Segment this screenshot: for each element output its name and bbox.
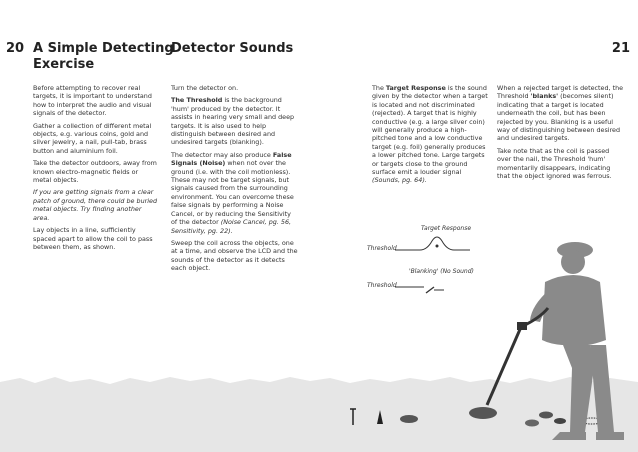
bold-term: 'blanks' xyxy=(530,92,559,101)
bold-term: False Signals (Noise) xyxy=(171,150,292,168)
title-line-1: A Simple Detecting xyxy=(33,41,174,56)
shoe xyxy=(596,432,624,440)
paragraph: Before attempting to recover real targets, it is important to understand how to interpret the audio and visual signals of the detector. xyxy=(33,84,152,118)
bold-term: The Threshold xyxy=(171,96,223,105)
paragraph: Gather a collection of different metal objects, e.g. various coins, gold and silver jewelry, a nail, pull-tab, brass button and aluminium foil. xyxy=(33,121,152,155)
paragraph: Take note that as the coil is passed over the nail, the Threshold 'hum' momentarily disappears, indicating that the object ignored was ferrous. xyxy=(497,146,612,181)
torso xyxy=(542,275,606,345)
text: when not over the ground (i.e. with the coil motionless). These may not be target signals, but signals caused from the surrounding environment. You can overcome these false signals by performing a Noise Cancel, or by reducing the Sensitivity of the detector xyxy=(171,159,294,227)
search-coil-icon xyxy=(469,407,497,419)
shoe xyxy=(552,432,586,440)
paragraph: Lay objects in a line, sufficiently spaced apart to allow the coil to pass between them, as shown. xyxy=(33,226,153,251)
text: When a rejected target is detected, the Threshold xyxy=(497,84,624,101)
target-response-label: Target Response xyxy=(421,225,472,232)
head xyxy=(561,250,585,274)
text: is the background 'hum' produced by the detector. It assists in hearing very small and deep targets. It is also used to help distinguish between desired and undesired targets (blanking). xyxy=(171,96,295,147)
page-reference: (Noise Cancel, pg. 56, Sensitivity, pg. 22). xyxy=(171,218,292,235)
paragraph: Sweep the coil across the objects, one at a time, and observe the LCD and the sounds of the detector as it detects each object. xyxy=(171,238,298,273)
threshold-label: Threshold xyxy=(367,245,397,252)
threshold-label: Threshold xyxy=(367,282,397,289)
page-reference: (Sounds, pg. 64). xyxy=(372,176,427,185)
italic-note: If you are getting signals from a clear patch of ground, there could be buried metal objects. Try finding another area. xyxy=(33,188,158,222)
text: The xyxy=(372,84,386,92)
paragraph: Take the detector outdoors, away from known electro-magnetic fields or metal objects. xyxy=(33,159,157,185)
text: (becomes silent) indicating that a target is located underneath the coil, but has been rejected by you. Blanking is a useful way of distinguishing between desired and undesired targets. xyxy=(497,92,621,143)
bold-term: Target Response xyxy=(385,84,446,92)
rear-leg xyxy=(590,345,614,432)
page-number-right: 21 xyxy=(611,41,630,56)
title-line-2: Exercise xyxy=(33,57,95,72)
paragraph: Turn the detector on. xyxy=(171,84,239,92)
detector-control-box xyxy=(517,322,527,330)
text: is the sound given by the detector when a target is located and not discriminated (rejected). A target that is highly conductive (e.g. a large silver coin) will generally produce a high-pitched tone and a low conductive target (e.g. foil) generally produces a lower pitched tone. Large targets or targets close to the ground surface emit a louder signal xyxy=(372,84,488,177)
blanking-label: 'Blanking' (No Sound) xyxy=(409,268,474,275)
text: The detector may also produce xyxy=(171,150,273,159)
legs xyxy=(563,345,594,432)
section-title-detector-sounds: Detector Sounds xyxy=(171,41,294,56)
page-number-left: 20 xyxy=(6,41,25,56)
